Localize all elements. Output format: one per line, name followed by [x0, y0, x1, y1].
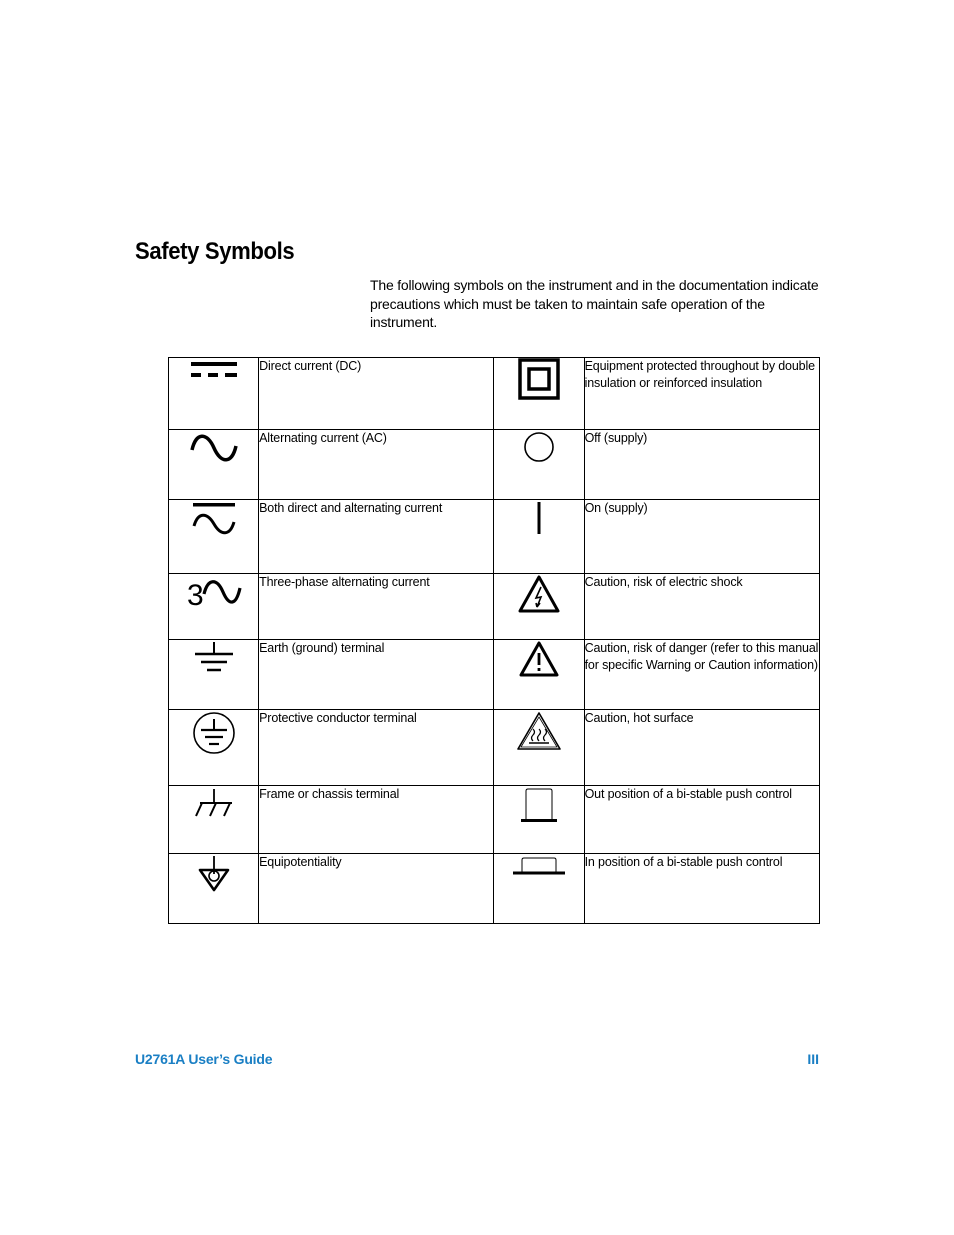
chassis-terminal-icon: [169, 786, 259, 854]
on-supply-icon: [494, 500, 584, 574]
ac-icon: [169, 430, 259, 500]
table-row: [169, 640, 820, 710]
symbol-description: Frame or chassis terminal: [259, 786, 494, 854]
intro-paragraph: The following symbols on the instrument and in the documentation indicate precautions which must be taken to maintain safe operation of the instrument.: [370, 277, 819, 330]
off-supply-icon: [494, 430, 584, 500]
dc-icon: [169, 358, 259, 430]
electric-shock-warning-icon: [494, 574, 584, 640]
double-insulation-icon: [494, 358, 584, 430]
symbol-description: Equipotentiality: [259, 854, 494, 924]
symbol-description: Equipment protected throughout by double insulation or reinforced insulation: [584, 358, 819, 430]
symbol-description: Three-phase alternating current: [259, 574, 494, 640]
symbol-description: Out position of a bi-stable push control: [584, 786, 819, 854]
symbol-description: Off (supply): [584, 430, 819, 500]
table-row: [169, 500, 820, 574]
earth-ground-icon: [169, 640, 259, 710]
table-row: [169, 430, 820, 500]
symbol-description: Direct current (DC): [259, 358, 494, 430]
symbol-description: Alternating current (AC): [259, 430, 494, 500]
symbol-description: Earth (ground) terminal: [259, 640, 494, 710]
symbol-description: Caution, risk of danger (refer to this manual for specific Warning or Caution information): [584, 640, 819, 710]
protective-conductor-icon: [169, 710, 259, 786]
symbol-description: Protective conductor terminal: [259, 710, 494, 786]
table-row: [169, 854, 820, 924]
footer-guide-title: U2761A User’s Guide: [135, 1051, 273, 1067]
page-title: Safety Symbols: [135, 238, 295, 265]
symbol-description: On (supply): [584, 500, 819, 574]
table-row: [169, 710, 820, 786]
push-out-position-icon: [494, 786, 584, 854]
footer-page-number: III: [807, 1051, 819, 1067]
table-row: [169, 786, 820, 854]
safety-symbols-table: [168, 357, 820, 924]
table-row: [169, 574, 820, 640]
svg-text:3: 3: [186, 579, 204, 610]
ac-dc-icon: [169, 500, 259, 574]
symbol-description: In position of a bi-stable push control: [584, 854, 819, 924]
hot-surface-icon: [494, 710, 584, 786]
symbol-description: Caution, hot surface: [584, 710, 819, 786]
three-phase-icon: [169, 574, 259, 640]
symbol-description: Both direct and alternating current: [259, 500, 494, 574]
equipotentiality-icon: [169, 854, 259, 924]
symbol-description: Caution, risk of electric shock: [584, 574, 819, 640]
table-row: [169, 358, 820, 430]
push-in-position-icon: [494, 854, 584, 924]
caution-warning-icon: [494, 640, 584, 710]
